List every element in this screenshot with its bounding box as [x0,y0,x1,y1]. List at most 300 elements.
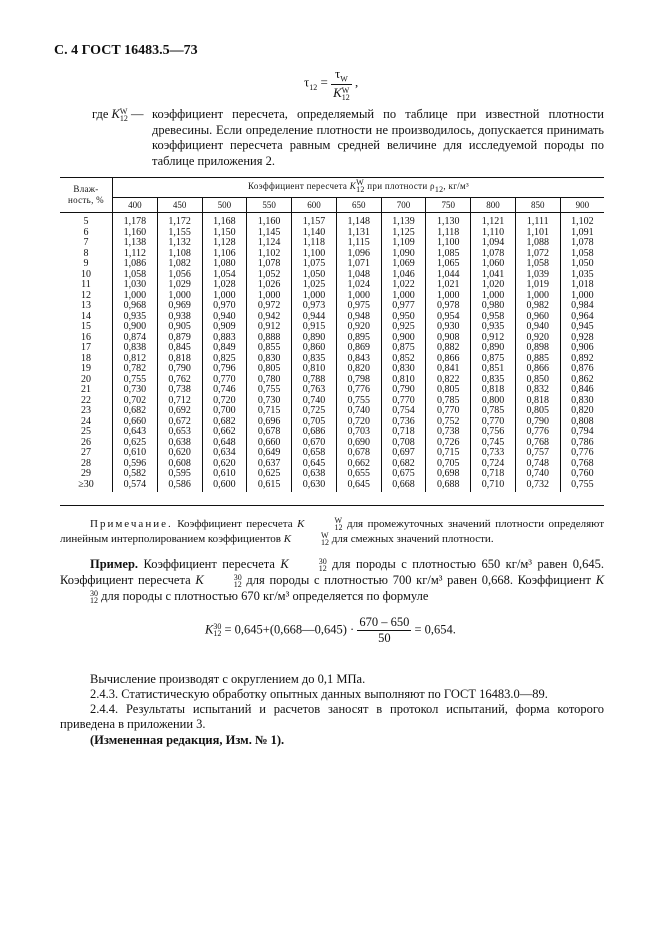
coefficient-cell: 1,072 [515,249,560,260]
paragraph-2-4-3: 2.4.3. Статистическую обработку опытных данных выполняют по ГОСТ 16483.0—89. [90,687,548,701]
moisture-cell: 11 [60,280,113,291]
coefficient-cell: 0,790 [157,364,202,375]
coefficient-cell: 0,782 [113,364,158,375]
coefficient-cell: 1,020 [471,280,516,291]
paragraph-revision: (Измененная редакция, Изм. № 1). [90,733,285,747]
coefficient-cell: 0,972 [247,301,292,312]
coefficient-cell: 0,724 [471,459,516,470]
coefficient-cell: 0,892 [571,352,594,364]
density-header: 750 [426,198,471,213]
coefficient-cell: 0,608 [157,459,202,470]
coefficient-cell: 1,058 [113,270,158,281]
table-stub-header: Влаж- ность, % [60,177,113,213]
coefficient-cell: 1,000 [336,291,381,302]
coefficient-cell: 0,909 [202,322,247,333]
coefficient-cell: 0,890 [292,333,337,344]
moisture-cell: 8 [60,249,113,260]
coefficient-cell: 0,755 [571,478,594,490]
moisture-cell: 19 [60,364,113,375]
coefficient-cell: 1,118 [292,238,337,249]
coefficient-cell: 0,838 [113,343,158,354]
coefficient-cell: 1,130 [426,213,471,228]
coefficient-cell: 0,830 [571,394,594,406]
table-bottom-rule [60,505,604,506]
coefficient-cell: 0,610 [113,448,158,459]
coefficient-cell: 0,915 [292,322,337,333]
coefficient-cell: 0,653 [157,427,202,438]
coefficient-table [60,177,604,492]
coefficient-cell: 0,658 [292,448,337,459]
coefficient-cell: 0,688 [426,480,471,493]
coefficient-cell: 1,115 [336,238,381,249]
coefficient-cell: 1,000 [292,291,337,302]
coefficient-cell: 1,041 [471,270,516,281]
coefficient-cell: 0,756 [471,427,516,438]
moisture-cell: 18 [60,354,113,365]
coefficient-cell: 1,035 [571,268,594,280]
coefficient-cell: 0,710 [471,480,516,493]
coefficient-cell: 0,820 [571,405,594,416]
moisture-cell: 24 [60,417,113,428]
coefficient-cell: 0,984 [571,300,594,311]
coefficient-cell: 1,052 [247,270,292,281]
coefficient-cell: 0,768 [515,438,560,449]
coefficient-cell: 0,875 [381,343,426,354]
coefficient-cell: 0,755 [336,396,381,407]
coefficient-cell: 1,000 [247,291,292,302]
coefficient-cell: 0,866 [426,354,471,365]
coefficient-cell: 1,044 [426,270,471,281]
coefficient-cell: 0,620 [157,448,202,459]
coefficient-cell: 0,796 [202,364,247,375]
coefficient-cell: 0,975 [336,301,381,312]
coefficient-cell: 1,029 [157,280,202,291]
interpolation-formula: K 30 12 = 0,645+(0,668—0,645) · $\frac{670 - 650}{50}$ = 0,654. [205,615,456,645]
table-row [60,322,604,333]
moisture-cell: 12 [60,291,113,302]
coefficient-cell: 1,150 [202,228,247,239]
table-row [60,238,604,249]
coefficient-cell: 1,021 [426,280,471,291]
coefficient-cell: 0,980 [471,301,516,312]
coefficient-cell: 0,645 [292,459,337,470]
coefficient-cell: 0,942 [247,312,292,323]
coefficient-cell: 0,808 [571,415,594,427]
coefficient-cell: 0,670 [292,438,337,449]
coefficient-cell: 0,776 [515,427,560,438]
coefficient-cell: 1,071 [336,259,381,270]
coefficient-cell: 0,843 [336,354,381,365]
coefficient-cell: 0,982 [515,301,560,312]
coefficient-cell: 0,920 [515,333,560,344]
moisture-cell: 17 [60,343,113,354]
coefficient-cell: 0,969 [157,301,202,312]
density-header: 500 [202,198,247,213]
coefficient-cell: 0,973 [292,301,337,312]
coefficient-cell: 0,875 [471,354,516,365]
coefficient-cell: 1,000 [571,289,594,301]
coefficient-cell: 0,682 [113,406,158,417]
coefficient-cell: 0,698 [426,469,471,480]
coefficient-cell: 1,125 [381,228,426,239]
coefficient-cell: 0,964 [571,310,594,322]
coefficient-cell: 1,085 [426,249,471,260]
coefficient-cell: 0,851 [471,364,516,375]
coefficient-cell: 0,770 [471,417,516,428]
coefficient-cell: 0,925 [381,322,426,333]
coefficient-cell: 0,678 [336,448,381,459]
coefficient-cell: 0,845 [157,343,202,354]
coefficient-cell: 0,705 [426,459,471,470]
coefficient-cell: 0,715 [247,406,292,417]
coefficient-cell: 0,660 [113,417,158,428]
coefficient-cell: 0,935 [471,322,516,333]
moisture-cell: 25 [60,427,113,438]
coefficient-cell: 0,830 [381,364,426,375]
coefficient-cell: 1,050 [571,258,594,269]
where-text: коэффициент пересчета, определяемый по таблице при известной плотности древесины. Если определение плотности не производилось, допускается принимать коэффициент пересчета равным средней величине для исследуемой породы по таблице приложения 2. [152,107,604,168]
coefficient-cell: 0,697 [381,448,426,459]
coefficient-cell: 0,968 [113,301,158,312]
coefficient-cell: 0,574 [113,480,158,493]
coefficient-cell: 0,690 [336,438,381,449]
table-row [60,406,604,417]
density-header: 700 [381,198,426,213]
coefficient-cell: 0,748 [515,459,560,470]
formula-den-sub: 12 [341,92,350,102]
coefficient-cell: 1,000 [157,291,202,302]
coefficient-cell: 1,082 [157,259,202,270]
coefficient-cell: 0,620 [202,459,247,470]
coefficient-cell: 0,800 [471,396,516,407]
coefficient-cell: 0,625 [113,438,158,449]
coefficient-cell: 0,582 [113,469,158,480]
coefficient-cell: 1,168 [202,213,247,228]
coefficient-cell: 0,906 [571,342,594,353]
coefficient-cell: 1,128 [202,238,247,249]
coefficient-cell: 0,950 [381,312,426,323]
moisture-cell: 21 [60,385,113,396]
moisture-cell: 14 [60,312,113,323]
table-row [60,448,604,459]
density-header: 450 [157,198,202,213]
coefficient-cell: 0,798 [336,375,381,386]
coefficient-cell: 0,780 [247,375,292,386]
coefficient-cell: 0,668 [381,480,426,493]
coefficient-cell: 0,825 [202,354,247,365]
coefficient-cell: 0,832 [515,385,560,396]
coefficient-cell: 0,725 [292,406,337,417]
coefficient-cell: 0,785 [426,396,471,407]
coefficient-cell: 0,895 [336,333,381,344]
coefficient-cell: 0,977 [381,301,426,312]
coefficient-cell: 1,148 [336,213,381,228]
moisture-cell: 7 [60,238,113,249]
coefficient-cell: 0,740 [515,469,560,480]
coefficient-cell: 1,025 [292,280,337,291]
coefficient-cell: 1,157 [292,213,337,228]
coefficient-cell: 0,862 [571,373,594,385]
coefficient-cell: 0,752 [426,417,471,428]
coefficient-cell: 1,024 [336,280,381,291]
coefficient-cell: 1,100 [292,249,337,260]
coefficient-cell: 0,708 [381,438,426,449]
coefficient-cell: 1,112 [113,249,158,260]
coefficient-cell: 1,000 [202,291,247,302]
table-row [60,259,604,270]
coefficient-cell: 0,940 [202,312,247,323]
coefficient-cell: 0,948 [336,312,381,323]
coefficient-cell: 0,718 [381,427,426,438]
where-definition [92,107,604,169]
coefficient-cell: 0,755 [247,385,292,396]
coefficient-cell: 0,720 [202,396,247,407]
density-header: 900 [560,198,604,213]
coefficient-cell: 0,634 [202,448,247,459]
coefficient-cell: 0,638 [157,438,202,449]
formula-lhs-sub: 12 [309,82,318,92]
coefficient-cell: 1,108 [157,249,202,260]
moisture-cell: 15 [60,322,113,333]
example-label: Пример. [90,557,139,571]
coefficient-cell: 1,018 [571,279,594,290]
coefficient-cell: 1,078 [571,237,594,248]
coefficient-cell: 0,874 [113,333,158,344]
coefficient-cell: 0,790 [381,385,426,396]
coefficient-cell: 1,155 [157,228,202,239]
coefficient-cell: 1,050 [292,270,337,281]
coefficient-cell: 0,625 [247,469,292,480]
moisture-cell: 26 [60,438,113,449]
coefficient-cell: 0,912 [471,333,516,344]
coefficient-cell: 1,086 [113,259,158,270]
coefficient-cell: 0,818 [515,396,560,407]
formula-lhs: τ [304,74,310,90]
coefficient-cell: 1,124 [247,238,292,249]
coefficient-cell: 1,178 [113,213,158,228]
coefficient-cell: 1,138 [113,238,158,249]
coefficient-cell: 0,786 [571,436,594,448]
coefficient-cell: 0,794 [571,426,594,437]
coefficient-cell: 0,785 [471,406,516,417]
coefficient-cell: 0,643 [113,427,158,438]
coefficient-cell: 0,703 [336,427,381,438]
coefficient-cell: 0,890 [471,343,516,354]
note-label: Примечание. [90,518,173,530]
coefficient-cell: 0,882 [426,343,471,354]
table-row [60,469,604,480]
table-row [60,385,604,396]
coefficient-cell: 1,101 [515,228,560,239]
coefficient-cell: 1,078 [247,259,292,270]
coefficient-cell: 0,686 [292,427,337,438]
coefficient-cell: 0,900 [381,333,426,344]
coefficient-cell: 0,820 [336,364,381,375]
density-header: 550 [247,198,292,213]
formula-fraction [331,66,352,101]
density-header: 600 [292,198,337,213]
coefficient-cell: 0,860 [292,343,337,354]
coefficient-cell: 0,672 [157,417,202,428]
coefficient-cell: 0,718 [471,469,516,480]
coefficient-cell: 0,637 [247,459,292,470]
coefficient-cell: 0,876 [571,363,594,374]
coefficient-cell: 0,944 [292,312,337,323]
coefficient-cell: 1,132 [157,238,202,249]
formula-den: K [333,84,342,100]
coefficient-cell: 0,730 [247,396,292,407]
formula-num: τ [335,66,341,81]
coefficient-cell: 0,960 [515,312,560,323]
moisture-cell: 22 [60,396,113,407]
coefficient-cell: 1,100 [426,238,471,249]
coefficient-cell: 0,678 [247,427,292,438]
coefficient-cell: 0,738 [426,427,471,438]
coefficient-cell: 0,850 [515,375,560,386]
coefficient-cell: 0,662 [336,459,381,470]
coefficient-cell: 0,805 [247,364,292,375]
coefficient-cell: 0,810 [292,364,337,375]
coefficient-cell: 0,615 [247,480,292,493]
coefficient-cell: 0,720 [336,417,381,428]
coefficient-cell: 0,595 [157,469,202,480]
coefficient-cell: 0,757 [515,448,560,459]
coefficient-cell: 0,675 [381,469,426,480]
coefficient-cell: 1,060 [471,259,516,270]
coefficient-cell: 0,776 [336,385,381,396]
coefficient-cell: 1,091 [571,226,594,238]
coefficient-cell: 0,736 [381,417,426,428]
moisture-cell: 9 [60,259,113,270]
coefficient-cell: 0,954 [426,312,471,323]
formula-den-sup: W [341,85,350,95]
coefficient-cell: 1,145 [247,228,292,239]
coefficient-cell: 1,065 [426,259,471,270]
coefficient-cell: 1,102 [247,249,292,260]
coefficient-cell: 0,696 [247,417,292,428]
coefficient-cell: 0,760 [571,468,594,479]
page-header: С. 4 ГОСТ 16483.5—73 [54,43,198,58]
moisture-cell: 20 [60,375,113,386]
table-row [60,280,604,291]
coefficient-cell: 0,655 [336,469,381,480]
coefficient-cell: 0,610 [202,469,247,480]
coefficient-cell: 1,048 [336,270,381,281]
coefficient-cell: 0,745 [471,438,516,449]
coefficient-cell: 0,866 [515,364,560,375]
coefficient-cell: 1,106 [202,249,247,260]
coefficient-cell: 1,111 [515,213,560,228]
coefficient-cell: 0,898 [515,343,560,354]
coefficient-cell: 1,028 [202,280,247,291]
coefficient-cell: 0,841 [426,364,471,375]
coefficient-cell: 0,855 [247,343,292,354]
coefficient-cell: 0,940 [515,322,560,333]
density-header: 800 [471,198,516,213]
coefficient-cell: 1,000 [471,291,516,302]
coefficient-cell: 0,702 [113,396,158,407]
coefficient-cell: 0,733 [471,448,516,459]
table-row [60,480,604,493]
coefficient-cell: 1,102 [571,216,594,227]
coefficient-cell: 1,058 [515,259,560,270]
coefficient-cell: 0,660 [247,438,292,449]
moisture-cell: 10 [60,270,113,281]
moisture-cell: 6 [60,228,113,239]
coefficient-cell: 0,790 [515,417,560,428]
coefficient-cell: 0,738 [157,385,202,396]
coefficient-cell: 0,928 [571,331,594,343]
coefficient-cell: 0,630 [292,480,337,493]
formula2-fraction: $\frac{670 - 650}{50}$ [359,615,410,645]
coefficient-cell: 0,805 [426,385,471,396]
coefficient-cell: 1,131 [336,228,381,239]
coefficient-cell: 1,000 [113,291,158,302]
moisture-cell: 28 [60,459,113,470]
coefficient-cell: 1,118 [426,228,471,239]
coefficient-cell: 0,879 [157,333,202,344]
coefficient-cell: 1,172 [157,213,202,228]
paragraph-rounding: Вычисление производят с округлением до 0,1 МПа. [90,672,366,686]
coefficient-cell: 1,075 [292,259,337,270]
moisture-cell: 27 [60,448,113,459]
moisture-cell: 13 [60,301,113,312]
coefficient-cell: 0,835 [292,354,337,365]
coefficient-cell: 0,920 [336,322,381,333]
coefficient-cell: 0,885 [515,354,560,365]
coefficient-cell: 1,121 [471,213,516,228]
coefficient-cell: 0,662 [202,427,247,438]
coefficient-cell: 0,600 [202,480,247,493]
coefficient-cell: 1,160 [247,213,292,228]
coefficient-cell: 0,852 [381,354,426,365]
coefficient-cell: 0,900 [113,322,158,333]
coefficient-cell: 0,712 [157,396,202,407]
coefficient-cell: 0,770 [202,375,247,386]
table-note: Примечание. Коэффициент пересчета K W 12 для промежуточных значений плотности определяют линейным интерполированием коэффициентов K W 12 для смежных значений плотности. [60,516,605,547]
coefficient-cell: 1,140 [292,228,337,239]
coefficient-cell: 1,088 [515,238,560,249]
coefficient-cell: 0,912 [247,322,292,333]
coefficient-cell: 0,849 [202,343,247,354]
coefficient-cell: 0,740 [336,406,381,417]
coefficient-cell: 0,846 [571,384,594,395]
coefficient-cell: 0,812 [113,354,158,365]
coefficient-cell: 0,835 [471,375,516,386]
table-row [60,427,604,438]
coefficient-cell: 1,026 [247,280,292,291]
coefficient-cell: 0,888 [247,333,292,344]
paragraph-2-4-4: 2.4.4. Результаты испытаний и расчетов заносят в протокол испытаний, форма которого приведена в приложении 3. [60,702,604,731]
coefficient-cell: 0,746 [202,385,247,396]
coefficient-cell: 0,726 [426,438,471,449]
coefficient-cell: 0,970 [202,301,247,312]
coefficient-cell: 0,768 [571,457,594,469]
coefficient-cell: 1,058 [571,247,594,259]
coefficient-cell: 0,730 [113,385,158,396]
coefficient-cell: 0,810 [381,375,426,386]
coefficient-cell: 1,022 [381,280,426,291]
where-label: где K W 12 — [92,107,144,123]
formula-eq: = [320,74,328,90]
coefficient-cell: 0,776 [571,447,594,458]
table-row [60,364,604,375]
coefficient-cell: 0,715 [426,448,471,459]
coefficient-cell: 0,763 [292,385,337,396]
coefficient-cell: 1,080 [202,259,247,270]
coefficient-cell: 0,740 [292,396,337,407]
coefficient-cell: 0,930 [426,322,471,333]
